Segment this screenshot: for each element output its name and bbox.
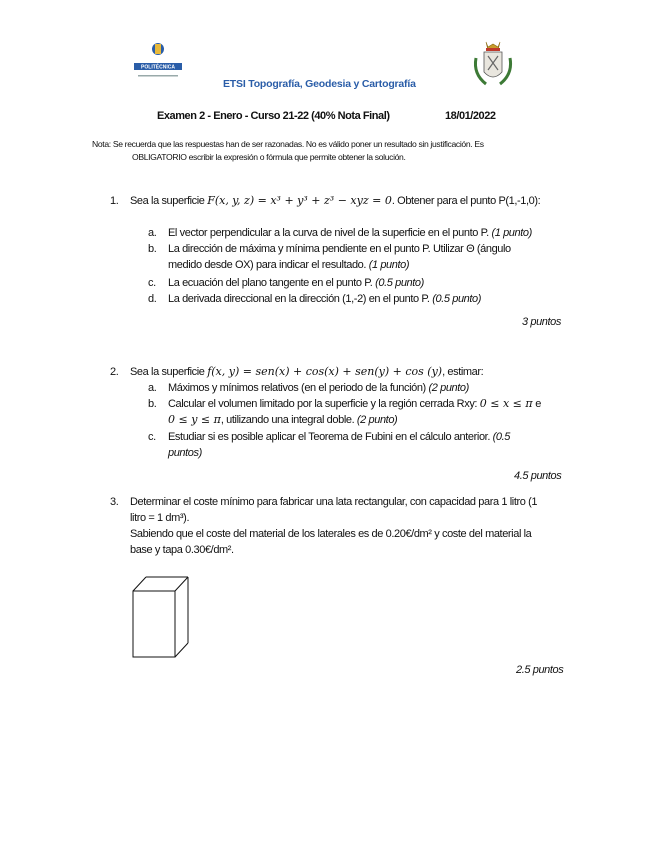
q1-item-b-label: b. (148, 243, 157, 255)
q2-intro: Sea la superficie (130, 366, 205, 378)
q1-item-b (148, 241, 558, 273)
box-diagram (131, 575, 191, 664)
q3-line-1: Determinar el coste mínimo para fabricar una lata rectangular, con capacidad para 1 litro (1 (130, 496, 538, 508)
q2-item-b-text-end: e (535, 398, 541, 410)
upm-logo (128, 40, 188, 86)
q2-item-c-label: c. (148, 431, 156, 443)
q2-item-b-text: Calcular el volumen limitado por la superficie y la región cerrada Rxy: (168, 398, 478, 410)
question-3-statement (130, 494, 570, 558)
q2-formula: f(x, y) = sen(x) + cos(x) + sen(y) + cos (y) (207, 365, 443, 378)
q3-line-4: base y tapa 0.30€/dm². (130, 544, 234, 556)
q1-item-c-text: La ecuación del plano tangente en el punto P. (168, 277, 373, 289)
q2-item-c (148, 429, 563, 461)
q2-intro-end: , estimar: (442, 366, 484, 378)
question-2-number: 2. (110, 366, 119, 378)
exam-title: Examen 2 - Enero - Curso 21-22 (40% Nota Final) (157, 110, 390, 122)
q1-intro: Sea la superficie (130, 195, 205, 207)
q1-item-b-points: (1 punto) (368, 259, 410, 271)
q1-formula: F(x, y, z) = x³ + y³ + z³ − xyz = 0 (207, 194, 392, 207)
q1-item-d-points: (0.5 punto) (432, 293, 482, 305)
q1-item-c-points: (0.5 punto) (375, 277, 424, 289)
question-3-number: 3. (110, 496, 119, 508)
note-line-2: OBLIGATORIO escribir la expresión o fórmula que permite obtener la solución. (132, 151, 406, 162)
q1-total-points: 3 puntos (522, 316, 562, 328)
q1-item-a-label: a. (148, 227, 157, 239)
q2-item-a-label: a. (148, 382, 157, 394)
q1-intro-end: . Obtener para el punto P(1,-1,0): (391, 195, 541, 207)
q1-item-d (148, 291, 482, 307)
q1-item-d-label: d. (148, 293, 157, 305)
q2-item-b (148, 396, 568, 428)
question-1-statement (130, 193, 540, 209)
exam-date: 18/01/2022 (445, 110, 496, 122)
q3-line-2: litro = 1 dm³). (130, 512, 190, 524)
q3-total-points: 2.5 puntos (516, 664, 564, 676)
q2-total-points: 4.5 puntos (514, 470, 562, 482)
instructions-note (92, 138, 552, 163)
q3-line-3: Sabiendo que el coste del material de los laterales es de 0.20€/dm² y coste del material la (130, 528, 532, 540)
q2-item-a (148, 380, 469, 396)
q2-item-b-points: (2 punto) (356, 414, 398, 426)
school-name: ETSI Topografía, Geodesia y Cartografía (223, 78, 416, 90)
q2-item-b-label: b. (148, 398, 157, 410)
q2-item-c-points: (0.5 (492, 431, 511, 443)
q1-item-c (148, 275, 424, 291)
note-line-1: Nota: Se recuerda que las respuestas han de ser razonadas. No es válido poner un resultado sin justificación. Es (92, 139, 484, 149)
q2-item-b-math1: 0 ≤ x ≤ π (479, 397, 533, 410)
q2-item-c-points-2: puntos) (168, 447, 202, 459)
q2-item-b-text2: , utilizando una integral doble. (220, 414, 355, 426)
q1-item-a (148, 225, 532, 241)
q2-item-b-math2: 0 ≤ y ≤ π (168, 413, 221, 426)
q1-item-a-text: El vector perpendicular a la curva de nivel de la superficie en el punto P. (168, 227, 489, 239)
etsi-crest-logo (470, 38, 516, 90)
question-2-statement (130, 364, 483, 380)
question-1-number: 1. (110, 195, 119, 207)
q1-item-b-text: La dirección de máxima y mínima pendiente en el punto P. Utilizar Θ (ángulo (168, 243, 511, 255)
q1-item-d-text: La derivada direccional en la dirección (1,-2) en el punto P. (168, 293, 430, 305)
q1-item-b-text2: medido desde OX) para indicar el resultado. (168, 259, 367, 271)
q1-item-a-points: (1 punto) (491, 227, 532, 239)
q2-item-a-text: Máximos y mínimos relativos (en el periodo de la función) (168, 382, 426, 394)
logo-brand-text: POLITÉCNICA (141, 64, 175, 71)
q2-item-a-points: (2 punto) (428, 382, 469, 394)
q2-item-c-text: Estudiar si es posible aplicar el Teorema de Fubini en el cálculo anterior. (168, 431, 490, 443)
q1-item-c-label: c. (148, 277, 156, 289)
